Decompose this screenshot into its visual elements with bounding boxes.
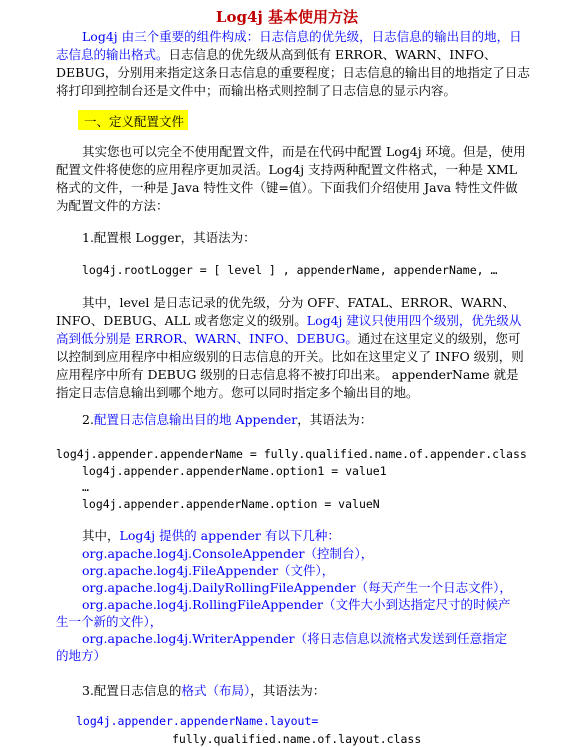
section-heading-highlight	[78, 110, 188, 130]
code-root-logger: log4j.rootLogger = [ level ] , appenderName, appenderName, …	[82, 263, 498, 277]
level-text-b: 通过在这里定义的级别，您可以控制到应用程序中相应级别的日志信息的开关。比如在这里定义了 INFO 级别，则应用程序中所有 DEBUG 级别的日志信息将不被打印出来。 appenderName 就是指定日志信息输出到哪个地方。您可以同时指定多个输出目的地。	[56, 331, 524, 400]
appender-item: org.apache.log4j.ConsoleAppender（控制台），	[82, 546, 374, 561]
code-appender-option1: log4j.appender.appenderName.option1 = value1	[82, 464, 387, 478]
code-ellipsis: …	[82, 480, 89, 494]
step3-label	[82, 683, 325, 699]
code-layout-key: log4j.appender.appenderName.layout=	[76, 714, 319, 728]
step2-num: 2.	[82, 412, 94, 427]
appender-item: 的地方）	[56, 648, 107, 663]
intro-black-text: 日志信息的优先级从高到低有 ERROR、WARN、INFO、DEBUG，分别用来指定这条日志信息的重要程度；日志信息的输出目的地指定了日志将打印到控制台还是文件中；而输出格式则控制了日志信息的显示内容。	[56, 47, 530, 98]
code-appender-class: log4j.appender.appenderName = fully.qualified.name.of.appender.class	[56, 447, 527, 461]
intro-paragraph	[56, 28, 530, 100]
intro-blue-text: Log4j 由三个重要的组件构成：日志信息的优先级，日志信息的输出目的地，日志信息的输出格式。	[56, 29, 522, 62]
code-appender-optionN: log4j.appender.appenderName.option = valueN	[82, 497, 380, 511]
step3-blue: 格式（布局）	[181, 683, 251, 698]
step2-label	[82, 412, 372, 428]
level-text-blue: Log4j 建议只使用四个级别，优先级从高到低分别是 ERROR、WARN、INFO、DEBUG。	[56, 313, 522, 346]
step2-blue: 配置日志信息输出目的地 Appender	[93, 412, 298, 427]
code-layout-class: fully.qualified.name.of.layout.class	[172, 732, 422, 746]
step3-a: 3.配置日志信息的	[82, 683, 182, 698]
appenders-intro	[82, 528, 340, 544]
level-paragraph	[56, 294, 530, 402]
config-paragraph-text: 其实您也可以完全不使用配置文件，而是在代码中配置 Log4j 环境。但是，使用配置文件将使您的应用程序更加灵活。Log4j 支持两种配置文件格式，一种是 XML 格式的文件，一种是 Java 特性文件（键=值）。下面我们介绍使用 Java 特性文件做为配置文件的方法：	[56, 144, 526, 213]
appender-item: org.apache.log4j.RollingFileAppender（文件大小到达指定尺寸的时候产	[82, 597, 511, 612]
step1-label: 1.配置根 Logger，其语法为：	[82, 230, 256, 245]
config-paragraph	[56, 143, 530, 215]
page-title: Log4j 基本使用方法	[215, 8, 359, 26]
appender-item: org.apache.log4j.FileAppender（文件），	[82, 563, 335, 578]
appender-item: org.apache.log4j.WriterAppender（将日志信息以流格式发送到任意指定	[82, 631, 508, 646]
appenders-intro-a: 其中，	[82, 528, 120, 543]
appender-item: org.apache.log4j.DailyRollingFileAppender（每天产生一个日志文件），	[82, 580, 512, 595]
level-text-a: 其中，level 是日志记录的优先级，分为 OFF、FATAL、ERROR、WARN、INFO、DEBUG、ALL 或者您定义的级别。	[56, 295, 516, 328]
appenders-intro-blue: Log4j 提供的 appender 有以下几种：	[119, 528, 340, 543]
step3-tail: ，其语法为：	[250, 683, 326, 698]
section-heading: 一、定义配置文件	[84, 114, 185, 129]
appender-item: 生一个新的文件），	[56, 614, 163, 629]
step2-tail: ，其语法为：	[297, 412, 373, 427]
